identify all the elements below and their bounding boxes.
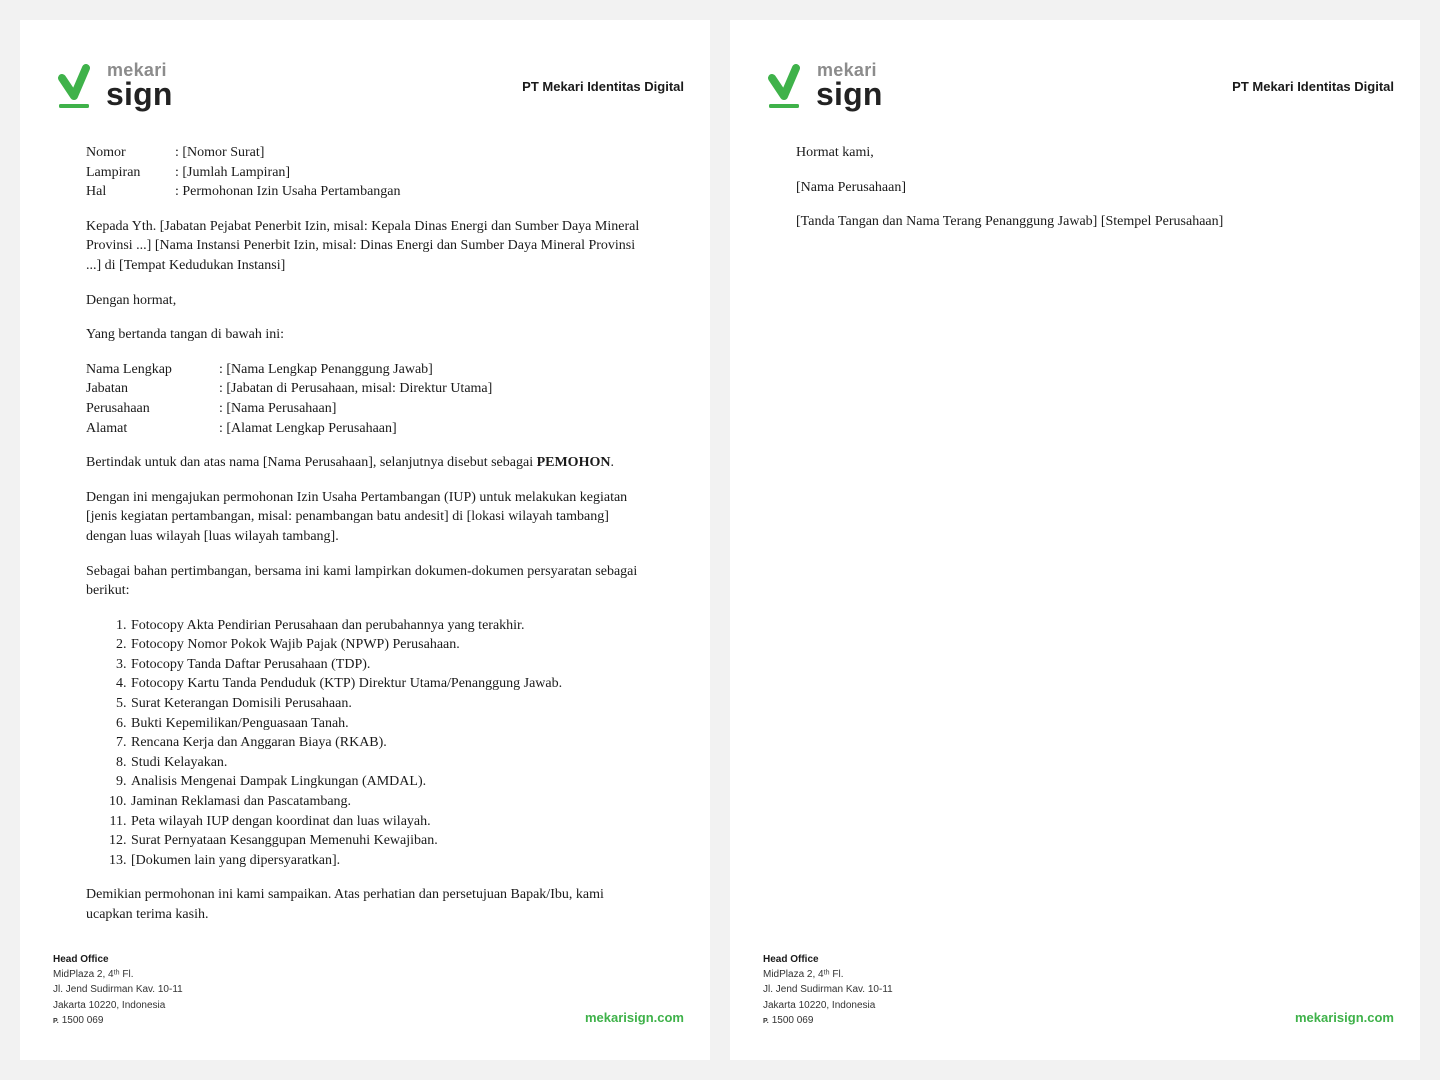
- head-office-address: [53, 952, 183, 1029]
- meta-row: [86, 182, 401, 202]
- address-line: Jakarta 10220, Indonesia: [53, 999, 166, 1011]
- letter-page-2: [730, 20, 1420, 1060]
- letter-meta: [86, 143, 401, 202]
- greeting: Dengan hormat,: [86, 292, 177, 308]
- identity-key: Alamat: [86, 420, 128, 436]
- list-item: 12. Surat Pernyataan Kesanggupan Memenuhi Kewajiban.: [130, 831, 646, 851]
- address-line: Jl. Jend Sudirman Kav. 10-11: [53, 984, 183, 996]
- letter-signoff: [796, 143, 1396, 247]
- logo-text-sign: sign: [816, 76, 883, 112]
- meta-row: [86, 163, 401, 183]
- head-office-label: Head Office: [53, 954, 109, 965]
- meta-value: : [Nomor Surat]: [175, 145, 265, 160]
- applicant-identity: [86, 360, 492, 438]
- identity-key: Jabatan: [86, 381, 128, 397]
- logo-text-sign: sign: [106, 76, 173, 112]
- phone-line: [53, 1013, 183, 1029]
- logo-text-mekari: mekari: [817, 60, 877, 80]
- logo-text-mekari: mekari: [107, 60, 167, 80]
- checkmark-logo-icon: [56, 64, 106, 112]
- address-line: MidPlaza 2, 4ᵗʰ Fl.: [53, 969, 134, 981]
- list-item: 13. [Dokumen lain yang dipersyaratkan].: [130, 851, 646, 871]
- checkmark-logo-icon: [766, 64, 816, 112]
- list-item: 5. Surat Keterangan Domisili Perusahaan.: [130, 694, 646, 714]
- identity-value: : [Nama Lengkap Penanggung Jawab]: [219, 361, 433, 377]
- request-paragraph: Dengan ini mengajukan permohonan Izin Usaha Pertambangan (IUP) untuk melakukan kegiatan [jenis kegiatan pertambangan, misal: penambangan batu andesit] di [lokasi wilayah tambang] dengan luas wilayah [luas wilayah tambang].: [86, 489, 628, 544]
- phone-number: 1500 069: [61, 1014, 104, 1026]
- meta-key: Nomor: [86, 145, 126, 160]
- list-item: 10. Jaminan Reklamasi dan Pascatambang.: [130, 792, 646, 812]
- mekari-sign-logo: [766, 60, 926, 120]
- meta-value: : [Jumlah Lampiran]: [175, 164, 291, 180]
- website-link[interactable]: mekarisign.com: [1295, 1010, 1394, 1025]
- meta-row: [86, 143, 401, 163]
- identity-value: : [Jabatan di Perusahaan, misal: Direktur Utama]: [219, 381, 493, 397]
- website-link[interactable]: mekarisign.com: [585, 1010, 684, 1025]
- head-office-label: Head Office: [763, 954, 819, 965]
- address-line: MidPlaza 2, 4ᵗʰ Fl.: [763, 969, 844, 981]
- meta-key: Lampiran: [86, 164, 141, 180]
- identity-value: : [Nama Perusahaan]: [219, 400, 337, 416]
- attachment-intro: Sebagai bahan pertimbangan, bersama ini kami lampirkan dokumen-dokumen persyaratan sebagai berikut:: [86, 563, 638, 599]
- list-item: 1. Fotocopy Akta Pendirian Perusahaan dan perubahannya yang terakhir.: [130, 616, 646, 636]
- closing-paragraph: Demikian permohonan ini kami sampaikan. Atas perhatian dan persetujuan Bapak/Ibu, kami ucapkan terima kasih.: [86, 887, 604, 922]
- phone-label: P.: [53, 1017, 59, 1025]
- list-item: 2. Fotocopy Nomor Pokok Wajib Pajak (NPWP) Perusahaan.: [130, 635, 646, 655]
- identity-key: Perusahaan: [86, 400, 150, 416]
- list-item: 4. Fotocopy Kartu Tanda Penduduk (KTP) Direktur Utama/Penanggung Jawab.: [130, 674, 646, 694]
- document-list: [86, 616, 646, 871]
- address-line: Jl. Jend Sudirman Kav. 10-11: [763, 984, 893, 996]
- phone-label: P.: [763, 1017, 769, 1025]
- phone-line: [763, 1013, 893, 1029]
- acting-text: Bertindak untuk dan atas nama [Nama Perusahaan], selanjutnya disebut sebagai: [86, 455, 537, 471]
- regards-text: Hormat kami,: [796, 145, 874, 160]
- company-name-header: PT Mekari Identitas Digital: [522, 79, 684, 94]
- recipient-paragraph: Kepada Yth. [Jabatan Pejabat Penerbit Izin, misal: Kepala Dinas Energi dan Sumber Daya Mineral Provinsi ...] [Nama Instansi Penerbit Izin, misal: Dinas Energi dan Sumber Daya Mineral Provinsi ...] di [Tempat Kedudukan Instansi]: [86, 218, 640, 273]
- letter-body: [86, 143, 646, 940]
- letter-page-1: [20, 20, 710, 1060]
- signature-placeholder: [Tanda Tangan dan Nama Terang Penanggung Jawab] [Stempel Perusahaan]: [796, 214, 1224, 230]
- address-line: Jakarta 10220, Indonesia: [763, 999, 876, 1011]
- head-office-address: [763, 952, 893, 1029]
- phone-number: 1500 069: [771, 1014, 814, 1026]
- signoff-company: [Nama Perusahaan]: [796, 179, 907, 195]
- meta-value: : Permohonan Izin Usaha Pertambangan: [175, 184, 401, 200]
- company-name-header: PT Mekari Identitas Digital: [1232, 79, 1394, 94]
- list-item: 8. Studi Kelayakan.: [130, 753, 646, 773]
- intro-paragraph: Yang bertanda tangan di bawah ini:: [86, 327, 285, 343]
- list-item: 7. Rencana Kerja dan Anggaran Biaya (RKAB).: [130, 733, 646, 753]
- identity-key: Nama Lengkap: [86, 361, 172, 377]
- identity-row: [86, 419, 492, 439]
- acting-end: .: [610, 455, 614, 471]
- acting-paragraph: [86, 453, 646, 473]
- identity-value: : [Alamat Lengkap Perusahaan]: [219, 420, 397, 436]
- list-item: 9. Analisis Mengenai Dampak Lingkungan (AMDAL).: [130, 772, 646, 792]
- list-item: 11. Peta wilayah IUP dengan koordinat dan luas wilayah.: [130, 812, 646, 832]
- identity-row: [86, 360, 492, 380]
- identity-row: [86, 399, 492, 419]
- meta-key: Hal: [86, 184, 107, 200]
- pemohon-label: PEMOHON: [536, 455, 611, 471]
- list-item: 6. Bukti Kepemilikan/Penguasaan Tanah.: [130, 714, 646, 734]
- list-item: 3. Fotocopy Tanda Daftar Perusahaan (TDP).: [130, 655, 646, 675]
- mekari-sign-logo: [56, 60, 216, 120]
- identity-row: [86, 379, 492, 399]
